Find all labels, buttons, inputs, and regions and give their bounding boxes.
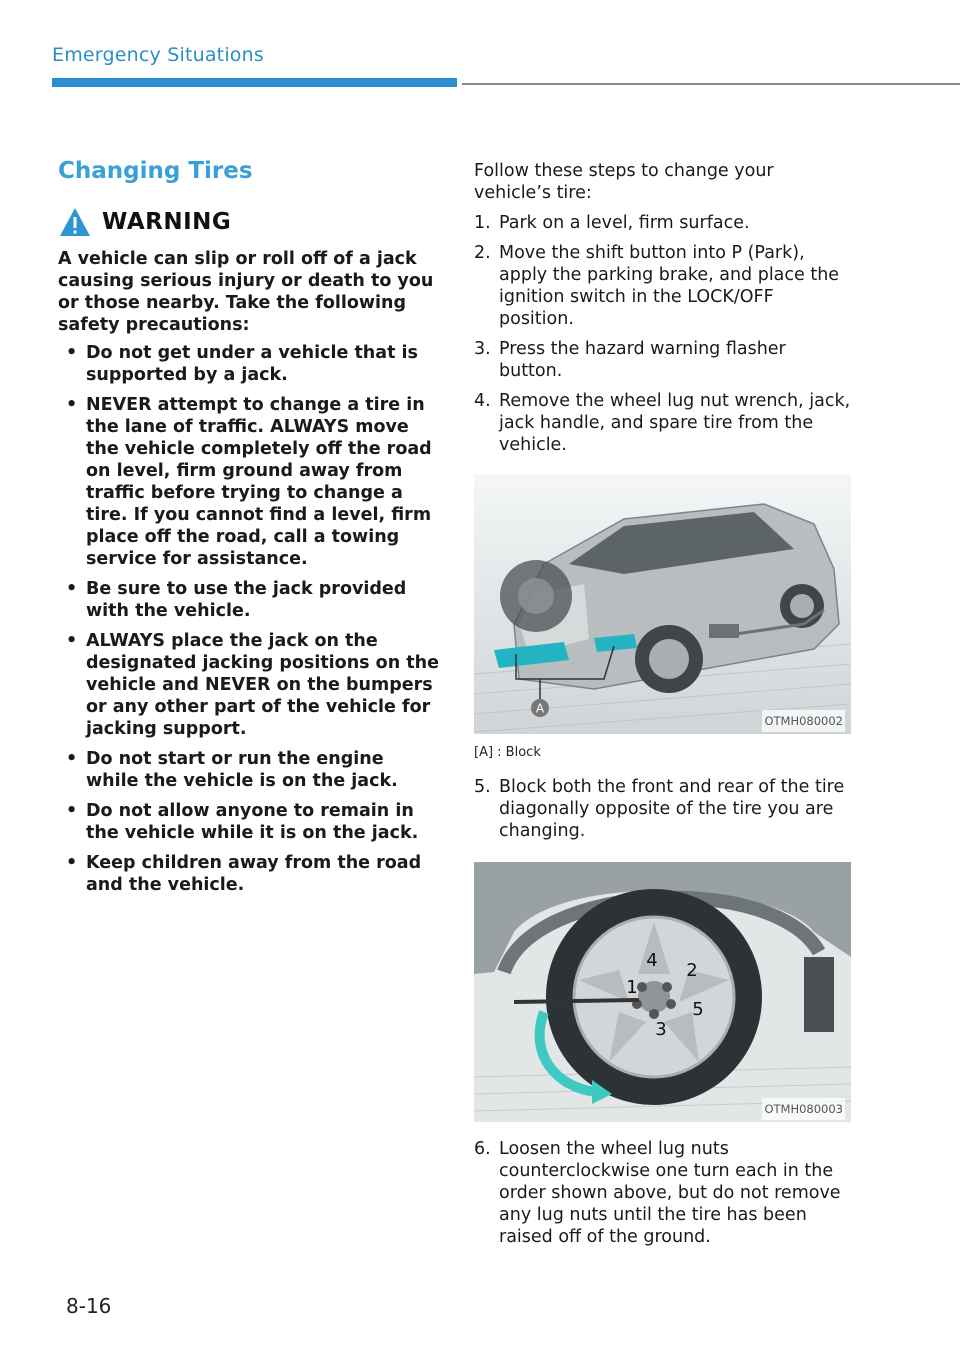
figure-code: OTMH080002: [762, 710, 845, 732]
step-item: 2. Move the shift button into P (Park), apply the parking brake, and place the ignition switch in the LOCK/OFF position.: [474, 243, 840, 329]
figure-code: OTMH080003: [762, 1098, 845, 1120]
steps-intro: Follow these steps to change your vehicle’s tire:: [474, 161, 774, 203]
warning-item: • Do not allow anyone to remain in the vehicle while it is on the jack.: [66, 801, 419, 843]
lug-label-1: 1: [626, 977, 638, 998]
lug-label-4: 4: [646, 950, 658, 971]
warning-item: • Be sure to use the jack provided with the vehicle.: [66, 579, 407, 621]
lug-label-3: 3: [655, 1019, 667, 1040]
step-item: 3. Press the hazard warning flasher button.: [474, 339, 786, 381]
figure-caption: [A] : Block: [474, 745, 541, 760]
lug-label-2: 2: [686, 960, 698, 981]
step-item: 1. Park on a level, firm surface.: [474, 213, 750, 233]
lug-label-5: 5: [692, 999, 704, 1020]
warning-item: • NEVER attempt to change a tire in the lane of traffic. ALWAYS move the vehicle completely off the road on level, firm ground away from traffic before trying to change a tire. If you cannot find a level, firm place off the road, call a towing service for assistance.: [66, 395, 432, 569]
left-column: [58, 158, 440, 904]
page-number: 8-16: [66, 1294, 112, 1318]
step-item: 5. Block both the front and rear of the tire diagonally opposite of the tire you are changing.: [474, 777, 845, 841]
warning-intro: A vehicle can slip or roll off of a jack causing serious injury or death to you or those nearby. Take the following safety precautions:: [58, 249, 434, 335]
wheel-lug-order-image: [474, 862, 851, 1122]
section-title: Changing Tires: [58, 158, 253, 184]
step-item: 6. Loosen the wheel lug nuts counterclockwise one turn each in the order shown above, but do not remove any lug nuts until the tire has been raised off of the ground.: [474, 1139, 841, 1247]
warning-item: • ALWAYS place the jack on the designated jacking positions on the vehicle and NEVER on the bumpers or any other part of the vehicle for jacking support.: [66, 631, 439, 739]
suv-on-jack-image: [474, 474, 851, 734]
jack-illustration: [474, 474, 851, 734]
warning-label: WARNING: [102, 209, 232, 235]
warning-header: [58, 206, 440, 238]
svg-text:A: A: [535, 701, 545, 716]
warning-triangle-icon: [58, 206, 92, 238]
warning-item: • Keep children away from the road and the vehicle.: [66, 853, 422, 895]
warning-item: • Do not get under a vehicle that is supported by a jack.: [66, 343, 418, 385]
step-item: 4. Remove the wheel lug nut wrench, jack, jack handle, and spare tire from the vehicle.: [474, 391, 851, 455]
warning-item: • Do not start or run the engine while the vehicle is on the jack.: [66, 749, 398, 791]
warning-list: [58, 342, 440, 896]
right-column: [474, 160, 852, 1256]
section-header: Emergency Situations: [52, 44, 264, 66]
header-rule-blue: [52, 78, 457, 87]
lug-nut-illustration: [474, 862, 851, 1122]
header-rule-gray: [462, 83, 960, 85]
